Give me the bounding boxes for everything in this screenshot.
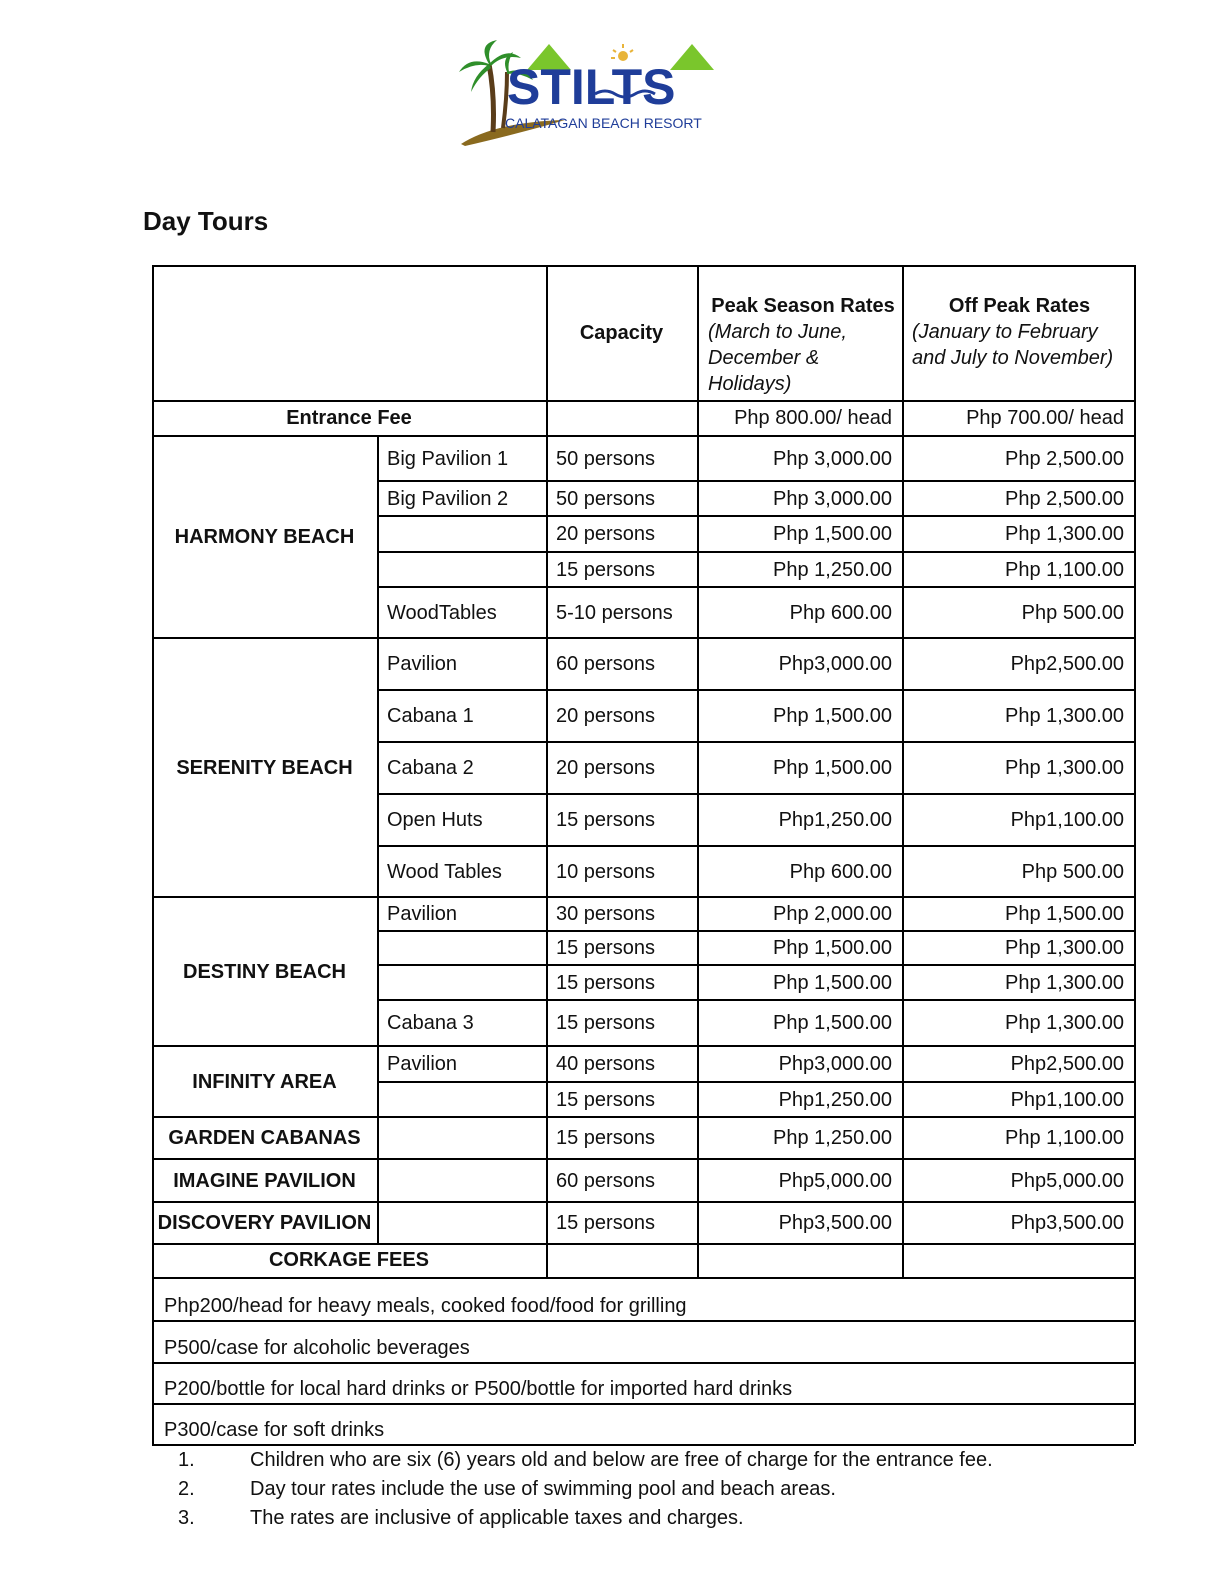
off-peak-rate-cell: Php 500.00 — [1021, 601, 1124, 624]
item-name: Open Huts — [387, 809, 483, 831]
group-name: DESTINY BEACH — [183, 960, 346, 983]
table-rule — [377, 793, 1134, 795]
peak-rate-cell: Php 600.00 — [789, 860, 892, 883]
capacity-cell: 15 persons — [556, 558, 655, 581]
table-rule — [377, 689, 1134, 691]
peak-title: Peak Season Rates — [711, 295, 895, 317]
capacity-cell: 60 persons — [556, 1169, 655, 1192]
capacity-cell: 60 persons — [556, 653, 655, 675]
table-rule — [377, 551, 1134, 553]
peak-rate-cell: Php 1,250.00 — [773, 558, 892, 581]
item-name: Cabana 1 — [387, 705, 474, 727]
table-rule — [377, 515, 1134, 517]
capacity-cell: 20 persons — [556, 705, 655, 727]
peak-rate-cell: Php 1,500.00 — [773, 705, 892, 727]
off-peak-rate-cell: Php 1,300.00 — [1005, 971, 1124, 994]
off-peak-rate-cell: Php 2,500.00 — [1005, 487, 1124, 510]
note-text: Children who are six (6) years old and below are free of charge for the entrance fee. — [250, 1449, 993, 1471]
peak-rate-cell: Php 1,500.00 — [773, 757, 892, 779]
peak-rate-cell: Php 1,500.00 — [773, 523, 892, 545]
peak-subtitle-line: Holidays) — [708, 373, 792, 395]
table-rule — [152, 896, 1134, 898]
capacity-cell: 20 persons — [556, 523, 655, 545]
note-text: The rates are inclusive of applicable taxes and charges. — [250, 1507, 744, 1529]
capacity-cell: 30 persons — [556, 903, 655, 925]
note-item — [178, 1446, 993, 1475]
peak-rate-cell: Php3,500.00 — [778, 1212, 892, 1234]
capacity-cell: 15 persons — [556, 1127, 655, 1149]
header-off-peak — [912, 293, 1127, 371]
note-number: 2. — [178, 1478, 195, 1500]
note-number: 1. — [178, 1449, 195, 1471]
group-name: GARDEN CABANAS — [168, 1127, 361, 1149]
table-rule — [152, 1201, 1134, 1203]
peak-rate-cell: Php5,000.00 — [778, 1169, 892, 1192]
table-top-rule — [152, 265, 1134, 267]
off-peak-subtitle-line: and July to November) — [912, 347, 1114, 369]
peak-subtitle-line: (March to June, — [708, 321, 847, 343]
item-name: Pavilion — [387, 903, 458, 925]
table-left-rule — [152, 265, 154, 1444]
stilts-logo — [455, 36, 765, 152]
peak-rate-cell: Php 2,000.00 — [773, 903, 892, 925]
table-rule — [377, 480, 1134, 482]
table-rule — [152, 1045, 1134, 1047]
capacity-cell: 15 persons — [556, 1088, 655, 1111]
peak-rate-cell: Php 3,000.00 — [773, 447, 892, 470]
off-peak-rate-cell: Php 1,300.00 — [1005, 1012, 1124, 1034]
off-peak-rate-cell: Php 1,500.00 — [1005, 903, 1124, 925]
capacity-cell: 5-10 persons — [556, 601, 673, 624]
table-rule — [152, 1116, 1134, 1118]
peak-rate-cell: Php3,000.00 — [778, 653, 892, 675]
capacity-cell: 15 persons — [556, 971, 655, 994]
corkage-line: P300/case for soft drinks — [164, 1419, 385, 1441]
page-heading: Day Tours — [143, 206, 269, 236]
note-text: Day tour rates include the use of swimming pool and beach areas. — [250, 1478, 836, 1500]
capacity-cell: 15 persons — [556, 1012, 655, 1034]
table-rule — [152, 1320, 1134, 1322]
corkage-line: P500/case for alcoholic beverages — [164, 1337, 470, 1359]
peak-rate-cell: Php3,000.00 — [778, 1053, 892, 1075]
item-name: Big Pavilion 2 — [387, 487, 509, 510]
table-rule — [152, 1277, 1134, 1279]
capacity-cell: 20 persons — [556, 757, 655, 779]
item-name: Pavilion — [387, 653, 458, 675]
table-rule — [152, 1362, 1134, 1364]
item-name: Pavilion — [387, 1053, 458, 1075]
off-peak-rate-cell: Php 1,300.00 — [1005, 705, 1124, 727]
capacity-cell: 40 persons — [556, 1053, 655, 1075]
off-peak-rate-cell: Php1,100.00 — [1010, 1088, 1124, 1111]
table-rule — [902, 265, 904, 1277]
off-peak-rate-cell: Php3,500.00 — [1010, 1212, 1124, 1234]
notes-list — [178, 1446, 993, 1533]
group-name: HARMONY BEACH — [174, 526, 355, 548]
table-rule — [152, 400, 1134, 402]
table-rule — [377, 1081, 1134, 1083]
table-rule — [697, 265, 699, 1277]
capacity-cell: 15 persons — [556, 809, 655, 831]
header-capacity: Capacity — [579, 322, 664, 344]
peak-rate-cell: Php 600.00 — [789, 601, 892, 624]
off-peak-rate-cell: Php 1,300.00 — [1005, 937, 1124, 959]
svg-text:STILTS: STILTS — [507, 59, 676, 115]
item-name: Big Pavilion 1 — [387, 447, 509, 470]
peak-subtitle-line: December & — [708, 347, 820, 369]
capacity-cell: 50 persons — [556, 447, 655, 470]
note-number: 3. — [178, 1507, 195, 1529]
off-peak-rate-cell: Php 1,100.00 — [1005, 558, 1124, 581]
entrance-fee-off: Php 700.00/ head — [966, 407, 1124, 429]
peak-rate-cell: Php 1,250.00 — [773, 1127, 892, 1149]
off-peak-rate-cell: Php 1,300.00 — [1005, 523, 1124, 545]
note-item — [178, 1504, 993, 1533]
table-rule — [377, 930, 1134, 932]
table-rule — [377, 999, 1134, 1001]
group-name: INFINITY AREA — [192, 1070, 337, 1093]
group-name: IMAGINE PAVILION — [173, 1169, 356, 1192]
capacity-cell: 10 persons — [556, 860, 655, 883]
off-peak-rate-cell: Php2,500.00 — [1010, 1053, 1124, 1075]
table-rule — [377, 741, 1134, 743]
table-rule — [377, 586, 1134, 588]
table-rule — [377, 845, 1134, 847]
off-peak-rate-cell: Php 500.00 — [1021, 860, 1124, 883]
off-peak-rate-cell: Php 1,300.00 — [1005, 757, 1124, 779]
off-peak-rate-cell: Php2,500.00 — [1010, 653, 1124, 675]
header-peak-season — [708, 293, 898, 397]
peak-rate-cell: Php1,250.00 — [778, 1088, 892, 1111]
entrance-fee-peak: Php 800.00/ head — [734, 407, 892, 429]
entrance-fee-label: Entrance Fee — [286, 407, 412, 429]
item-name: WoodTables — [387, 601, 497, 624]
item-name: Wood Tables — [387, 860, 502, 883]
svg-text:CALATAGAN BEACH RESORT: CALATAGAN BEACH RESORT — [505, 115, 702, 131]
off-peak-rate-cell: Php1,100.00 — [1010, 809, 1124, 831]
capacity-cell: 15 persons — [556, 1212, 655, 1234]
off-peak-rate-cell: Php 1,100.00 — [1005, 1127, 1124, 1149]
peak-rate-cell: Php1,250.00 — [778, 809, 892, 831]
capacity-cell: 50 persons — [556, 487, 655, 510]
group-name: SERENITY BEACH — [176, 756, 353, 779]
capacity-cell: 15 persons — [556, 937, 655, 959]
corkage-line: Php200/head for heavy meals, cooked food/food for grilling — [164, 1295, 687, 1317]
peak-rate-cell: Php 1,500.00 — [773, 1012, 892, 1034]
note-item — [178, 1475, 993, 1504]
off-peak-rate-cell: Php 2,500.00 — [1005, 447, 1124, 470]
peak-rate-cell: Php 1,500.00 — [773, 937, 892, 959]
table-rule — [152, 435, 1134, 437]
corkage-label: CORKAGE FEES — [268, 1249, 430, 1271]
item-name: Cabana 2 — [387, 757, 474, 779]
off-peak-subtitle-line: (January to February — [912, 321, 1098, 343]
peak-rate-cell: Php 3,000.00 — [773, 487, 892, 510]
item-name: Cabana 3 — [387, 1012, 474, 1034]
table-rule — [152, 637, 1134, 639]
off-peak-title: Off Peak Rates — [948, 295, 1091, 317]
off-peak-rate-cell: Php5,000.00 — [1010, 1169, 1124, 1192]
corkage-line: P200/bottle for local hard drinks or P500/bottle for imported hard drinks — [164, 1378, 793, 1400]
table-rule — [546, 265, 548, 1277]
table-rule — [377, 435, 379, 1243]
table-rule — [152, 1158, 1134, 1160]
table-rule — [152, 1403, 1134, 1405]
table-rule — [152, 1243, 1134, 1245]
table-right-rule — [1134, 265, 1136, 1444]
group-name: DISCOVERY PAVILION — [157, 1212, 372, 1234]
table-rule — [377, 964, 1134, 966]
peak-rate-cell: Php 1,500.00 — [773, 971, 892, 994]
